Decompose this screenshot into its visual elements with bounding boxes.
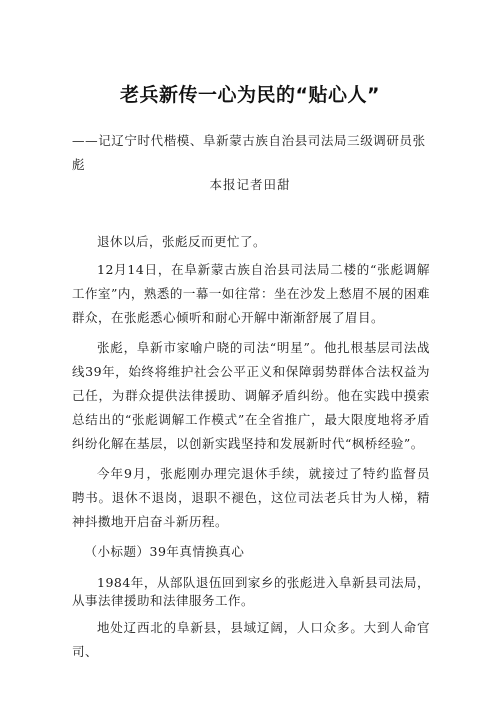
article-subtitle: ——记辽宁时代楷模、阜新蒙古族自治县司法局三级调研员张彪 <box>72 133 426 172</box>
paragraph: 地处辽西北的阜新县，县域辽阔，人口众多。大到人命官司、 <box>72 620 430 659</box>
paragraph: 1984年，从部队退伍回到家乡的张彪进入阜新县司法局，从事法律援助和法律服务工作。 <box>72 575 430 608</box>
paragraph: 12月14日，在阜新蒙古族自治县司法局二楼的“张彪调解工作室”内，熟悉的一幕一如往常：坐在沙发上愁眉不展的困难群众，在张彪悉心倾听和耐心开解中渐渐舒展了眉目。 <box>72 262 430 325</box>
paragraph: 张彪，阜新市家喻户晓的司法“明星”。他扎根基层司法战线39年，始终将维护社会公平正义和保障弱势群体合法权益为己任，为群众提供法律援助、调解矛盾纠纷。他在实践中摸索总结出的“张彪调解工作模式”在全省推广，最大限度地将矛盾纠纷化解在基层，以创新实践坚持和发展新时代“枫桥经验”。 <box>72 340 430 451</box>
article-reporter: 本报记者田甜 <box>209 177 291 192</box>
article-title: 老兵新传一心为民的“贴心人” <box>120 84 380 106</box>
article-body <box>72 230 430 670</box>
paragraph: 今年9月，张彪刚办理完退休手续，就接过了特约监督员聘书。退休不退岗，退职不褪色，这位司法老兵甘为人梯，精神抖擞地开启奋斗新历程。 <box>72 466 430 529</box>
paragraph: 退休以后，张彪反而更忙了。 <box>97 234 267 249</box>
section-subheading: （小标题）39年真情换真心 <box>84 544 245 559</box>
